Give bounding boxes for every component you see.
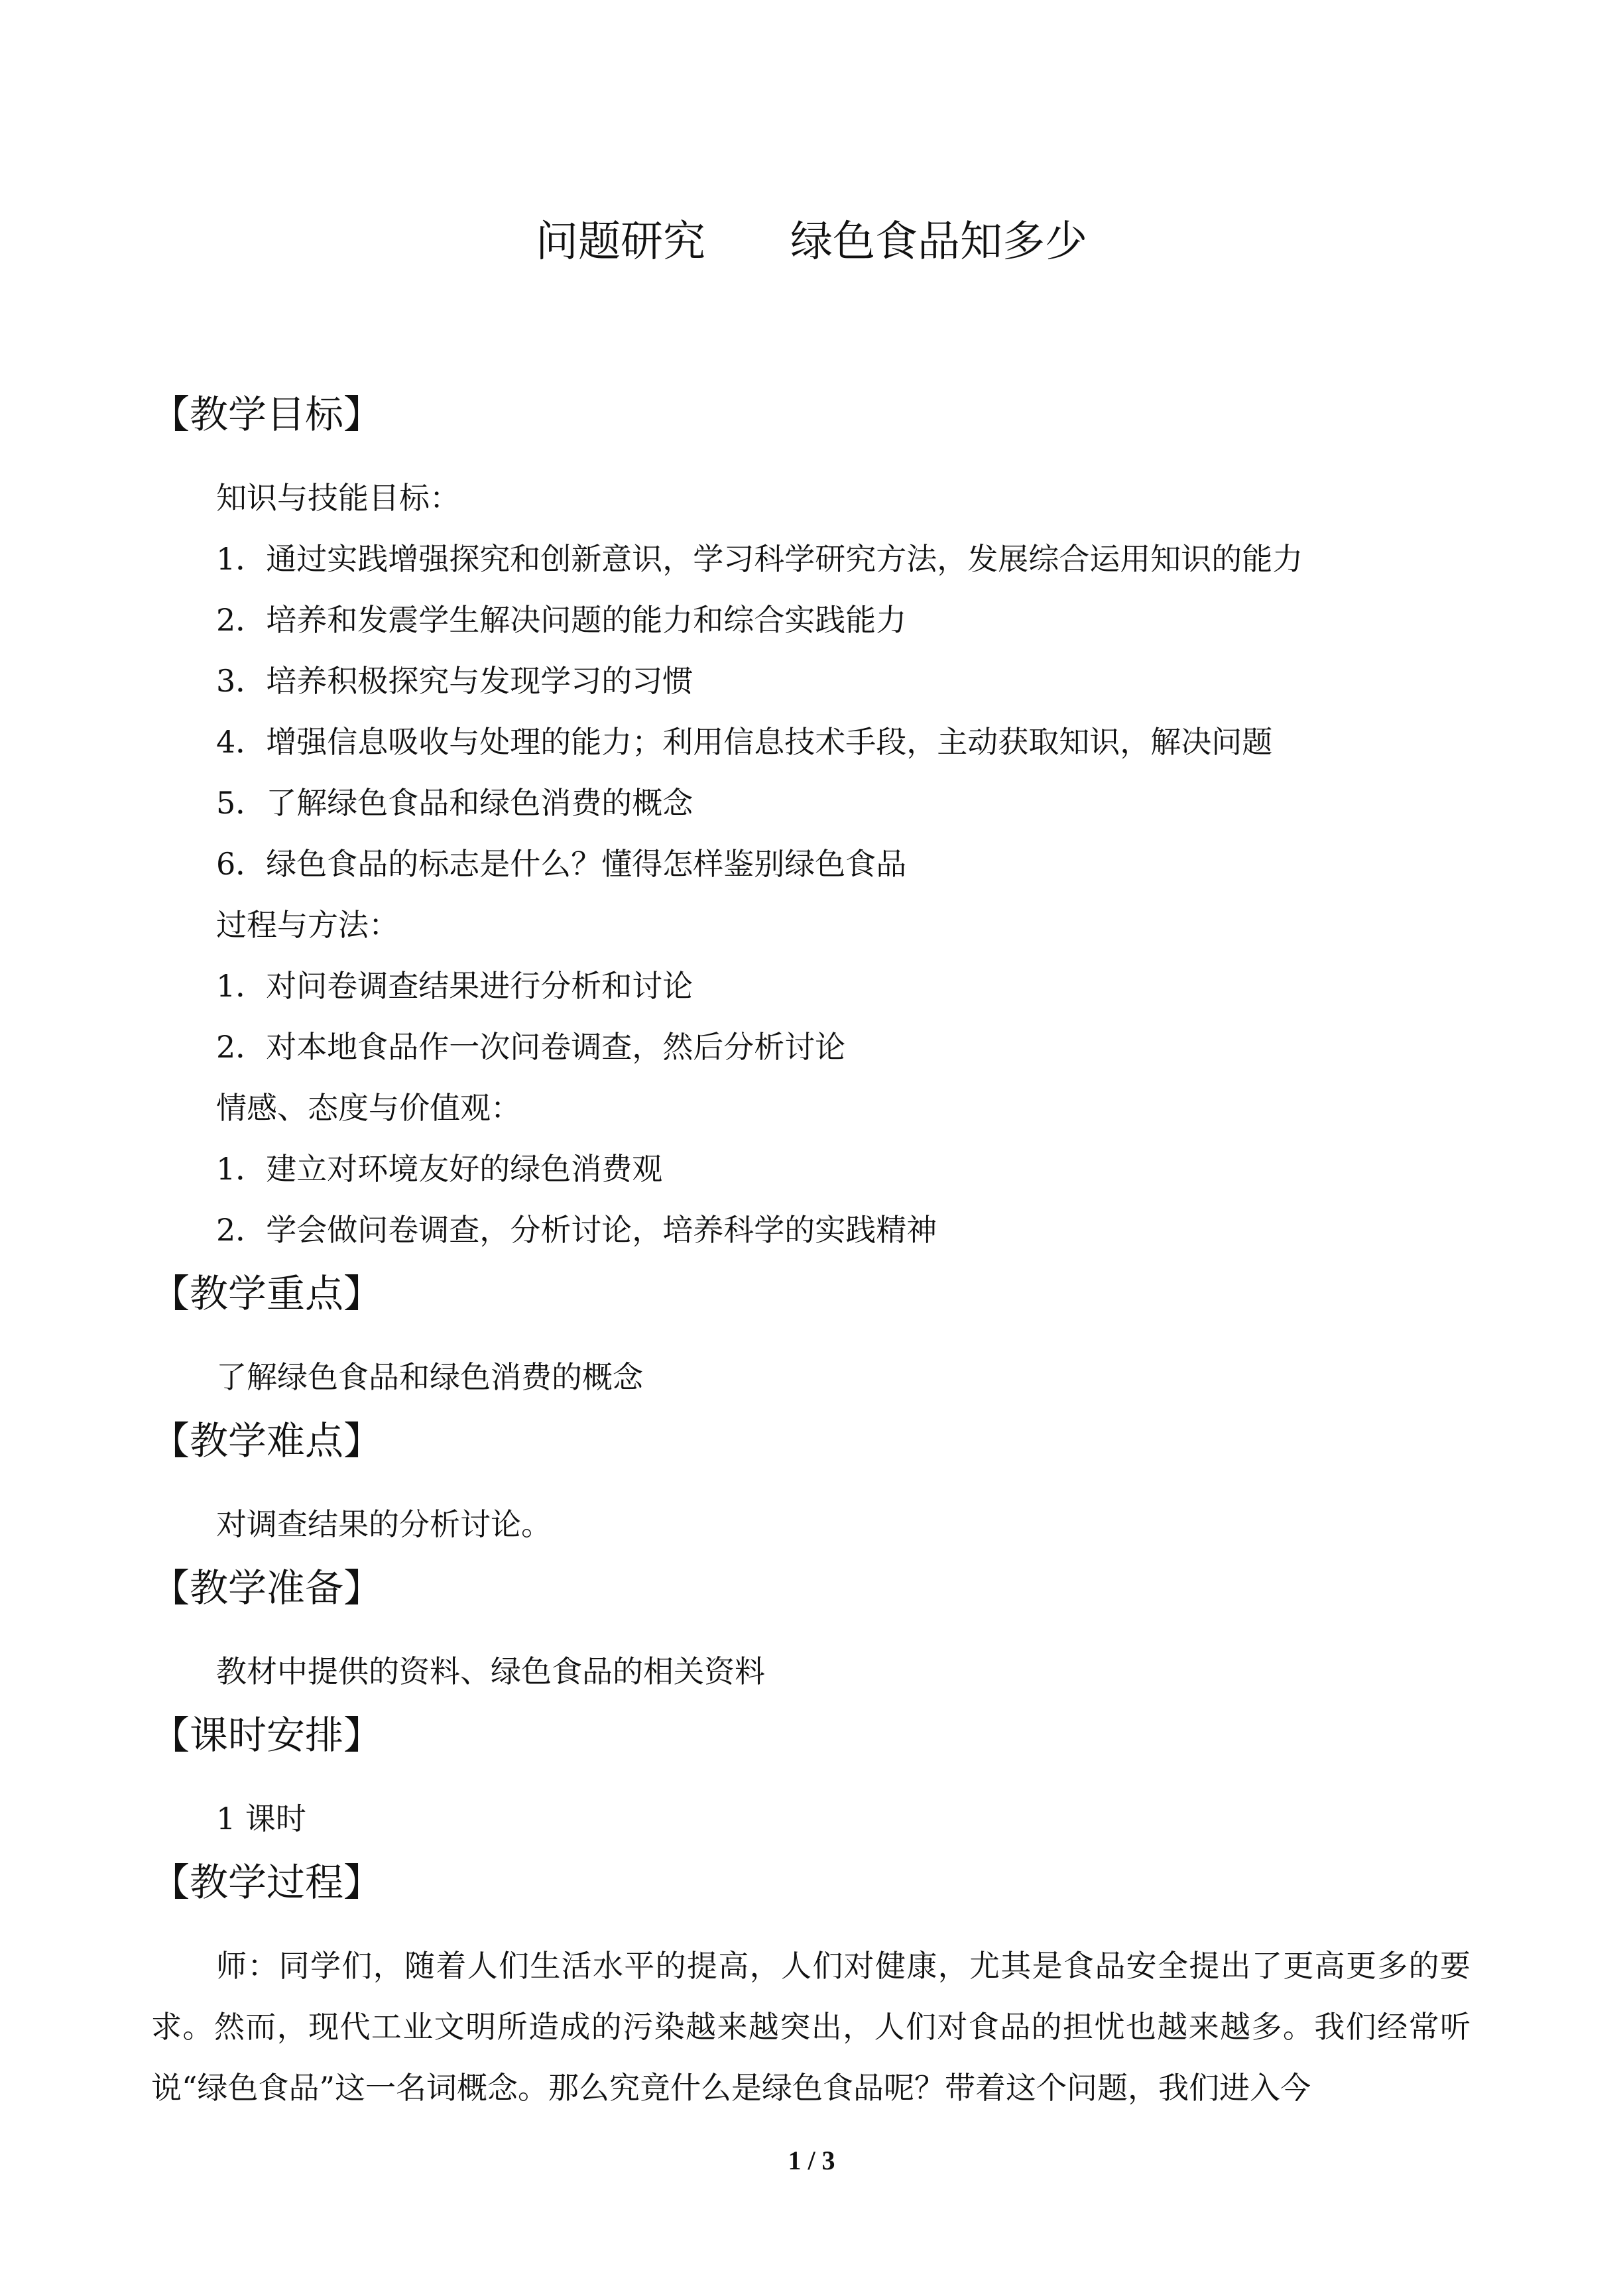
section-process — [151, 1849, 1477, 2118]
process-item: 2．对本地食品作一次问卷调查，然后分析讨论 — [216, 1029, 846, 1065]
knowledge-item: 4．增强信息吸收与处理的能力；利用信息技术手段，主动获取知识，解决问题 — [216, 724, 1273, 760]
document-title: 问题研究 绿色食品知多少 — [536, 217, 1087, 267]
section-heading-key-points: 【教学重点】 — [151, 1271, 383, 1316]
section-heading-objectives: 【教学目标】 — [151, 392, 383, 437]
section-objectives — [151, 381, 1477, 1260]
process-item: 1．对问卷调查结果进行分析和讨论 — [216, 968, 693, 1004]
knowledge-item: 2．培养和发震学生解决问题的能力和综合实践能力 — [216, 602, 907, 638]
section-heading-process: 【教学过程】 — [151, 1860, 383, 1905]
knowledge-item: 6．绿色食品的标志是什么？懂得怎样鉴别绿色食品 — [216, 846, 907, 882]
key-points-text: 了解绿色食品和绿色消费的概念 — [216, 1359, 643, 1395]
knowledge-item: 3．培养积极探究与发现学习的习惯 — [216, 663, 693, 699]
emotion-label: 情感、态度与价值观： — [216, 1090, 521, 1126]
section-preparation — [151, 1555, 1477, 1702]
knowledge-label: 知识与技能目标： — [216, 480, 460, 516]
section-key-points — [151, 1260, 1477, 1408]
emotion-item: 1．建立对环境友好的绿色消费观 — [216, 1151, 663, 1187]
document-body — [151, 381, 1477, 2118]
page-number: 1 / 3 — [788, 2145, 835, 2175]
process-paragraph: 师：同学们，随着人们生活水平的提高，人们对健康，尤其是食品安全提出了更高更多的要求。然而，现代工业文明所造成的污染越来越突出，人们对食品的担忧也越来越多。我们经常听说“绿色食品”这一名词概念。那么究竟什么是绿色食品呢？带着这个问题，我们进入今 — [151, 1948, 1471, 2106]
section-schedule — [151, 1702, 1477, 1849]
section-heading-difficulties: 【教学难点】 — [151, 1418, 383, 1463]
preparation-text: 教材中提供的资料、绿色食品的相关资料 — [216, 1654, 765, 1689]
schedule-text: 1 课时 — [216, 1801, 306, 1837]
emotion-item: 2．学会做问卷调查，分析讨论，培养科学的实践精神 — [216, 1212, 937, 1248]
section-difficulties — [151, 1408, 1477, 1555]
section-heading-schedule: 【课时安排】 — [151, 1713, 383, 1758]
section-heading-preparation: 【教学准备】 — [151, 1565, 383, 1610]
knowledge-item: 1．通过实践增强探究和创新意识，学习科学研究方法，发展综合运用知识的能力 — [216, 541, 1303, 577]
difficulties-text: 对调查结果的分析讨论。 — [216, 1506, 552, 1542]
knowledge-item: 5．了解绿色食品和绿色消费的概念 — [216, 785, 693, 821]
process-label: 过程与方法： — [216, 907, 399, 943]
